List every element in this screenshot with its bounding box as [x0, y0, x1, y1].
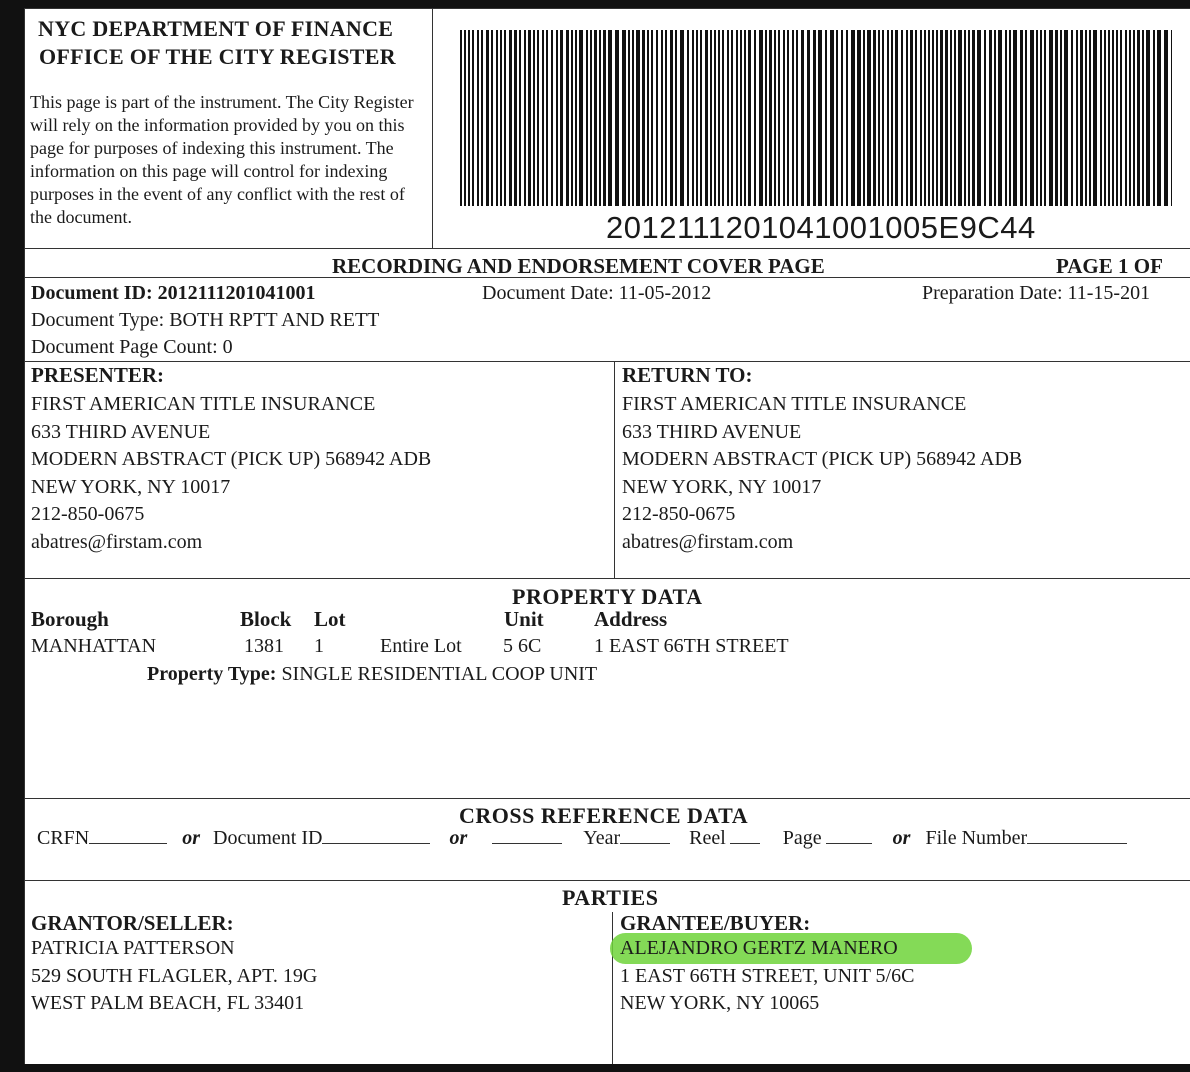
document-id-row: [31, 282, 315, 305]
parties-heading: PARTIES: [562, 885, 659, 910]
barcode-image: [460, 30, 1172, 206]
grantor-heading: GRANTOR/SELLER:: [31, 911, 234, 935]
borough-header: Borough: [31, 607, 109, 631]
property-data-heading: PROPERTY DATA: [512, 584, 703, 609]
return-to-address: FIRST AMERICAN TITLE INSURANCE 633 THIRD AVENUE MODERN ABSTRACT (PICK UP) 568942 ADB NEW YORK, NY 10017 212-850-0675 abatres@firstam.com: [622, 393, 1023, 553]
office-title: OFFICE OF THE CITY REGISTER: [39, 44, 396, 69]
document-date: Document Date: 11-05-2012: [482, 282, 712, 304]
grantee-heading: GRANTEE/BUYER:: [620, 911, 811, 935]
address-header: Address: [594, 607, 668, 631]
preparation-date: Preparation Date: 11-15-201: [922, 282, 1151, 304]
presenter-address: FIRST AMERICAN TITLE INSURANCE 633 THIRD AVENUE MODERN ABSTRACT (PICK UP) 568942 ADB NEW YORK, NY 10017 212-850-0675 abatres@firstam.com: [31, 393, 432, 553]
document-id-value: 2012111201041001: [157, 282, 316, 304]
cover-page-title: RECORDING AND ENDORSEMENT COVER PAGE: [332, 254, 825, 278]
grantee-address: ALEJANDRO GERTZ MANERO 1 EAST 66TH STREET, UNIT 5/6C NEW YORK, NY 10065: [620, 937, 915, 1014]
block-header: Block: [240, 607, 292, 631]
page-indicator: PAGE 1 OF: [1056, 254, 1163, 278]
lot-header: Lot: [314, 607, 346, 631]
document-page-count: Document Page Count: 0: [31, 336, 233, 358]
borough-value: MANHATTAN: [31, 635, 157, 657]
document-type: Document Type: BOTH RPTT AND RETT: [31, 309, 380, 331]
department-title: NYC DEPARTMENT OF FINANCE: [38, 16, 394, 41]
lot-value: 1: [314, 635, 324, 657]
presenter-heading: PRESENTER:: [31, 363, 165, 387]
document-id-label: Document ID:: [31, 282, 153, 304]
unit-value: 5 6C: [503, 635, 542, 657]
property-type-row: Property Type: SINGLE RESIDENTIAL COOP UNIT: [147, 663, 598, 685]
cross-reference-fields: CRFN or Document ID or Year Reel Page or File Number: [37, 827, 1127, 850]
return-to-heading: RETURN TO:: [622, 363, 753, 387]
barcode-number: 2012111201041001005E9C44: [606, 210, 1036, 245]
grantor-address: PATRICIA PATTERSON 529 SOUTH FLAGLER, APT. 19G WEST PALM BEACH, FL 33401: [31, 937, 318, 1014]
block-value: 1381: [244, 635, 284, 657]
address-value: 1 EAST 66TH STREET: [594, 635, 789, 657]
unit-header: Unit: [504, 607, 544, 631]
cross-reference-heading: CROSS REFERENCE DATA: [459, 803, 749, 828]
notice-text: This page is part of the instrument. The City Register will rely on the information provided by you on this page for purposes of indexing this instrument. The information on this page will control for indexing purposes in the event of any conflict with the rest of the document.: [30, 92, 414, 227]
lot-type-value: Entire Lot: [380, 635, 462, 657]
